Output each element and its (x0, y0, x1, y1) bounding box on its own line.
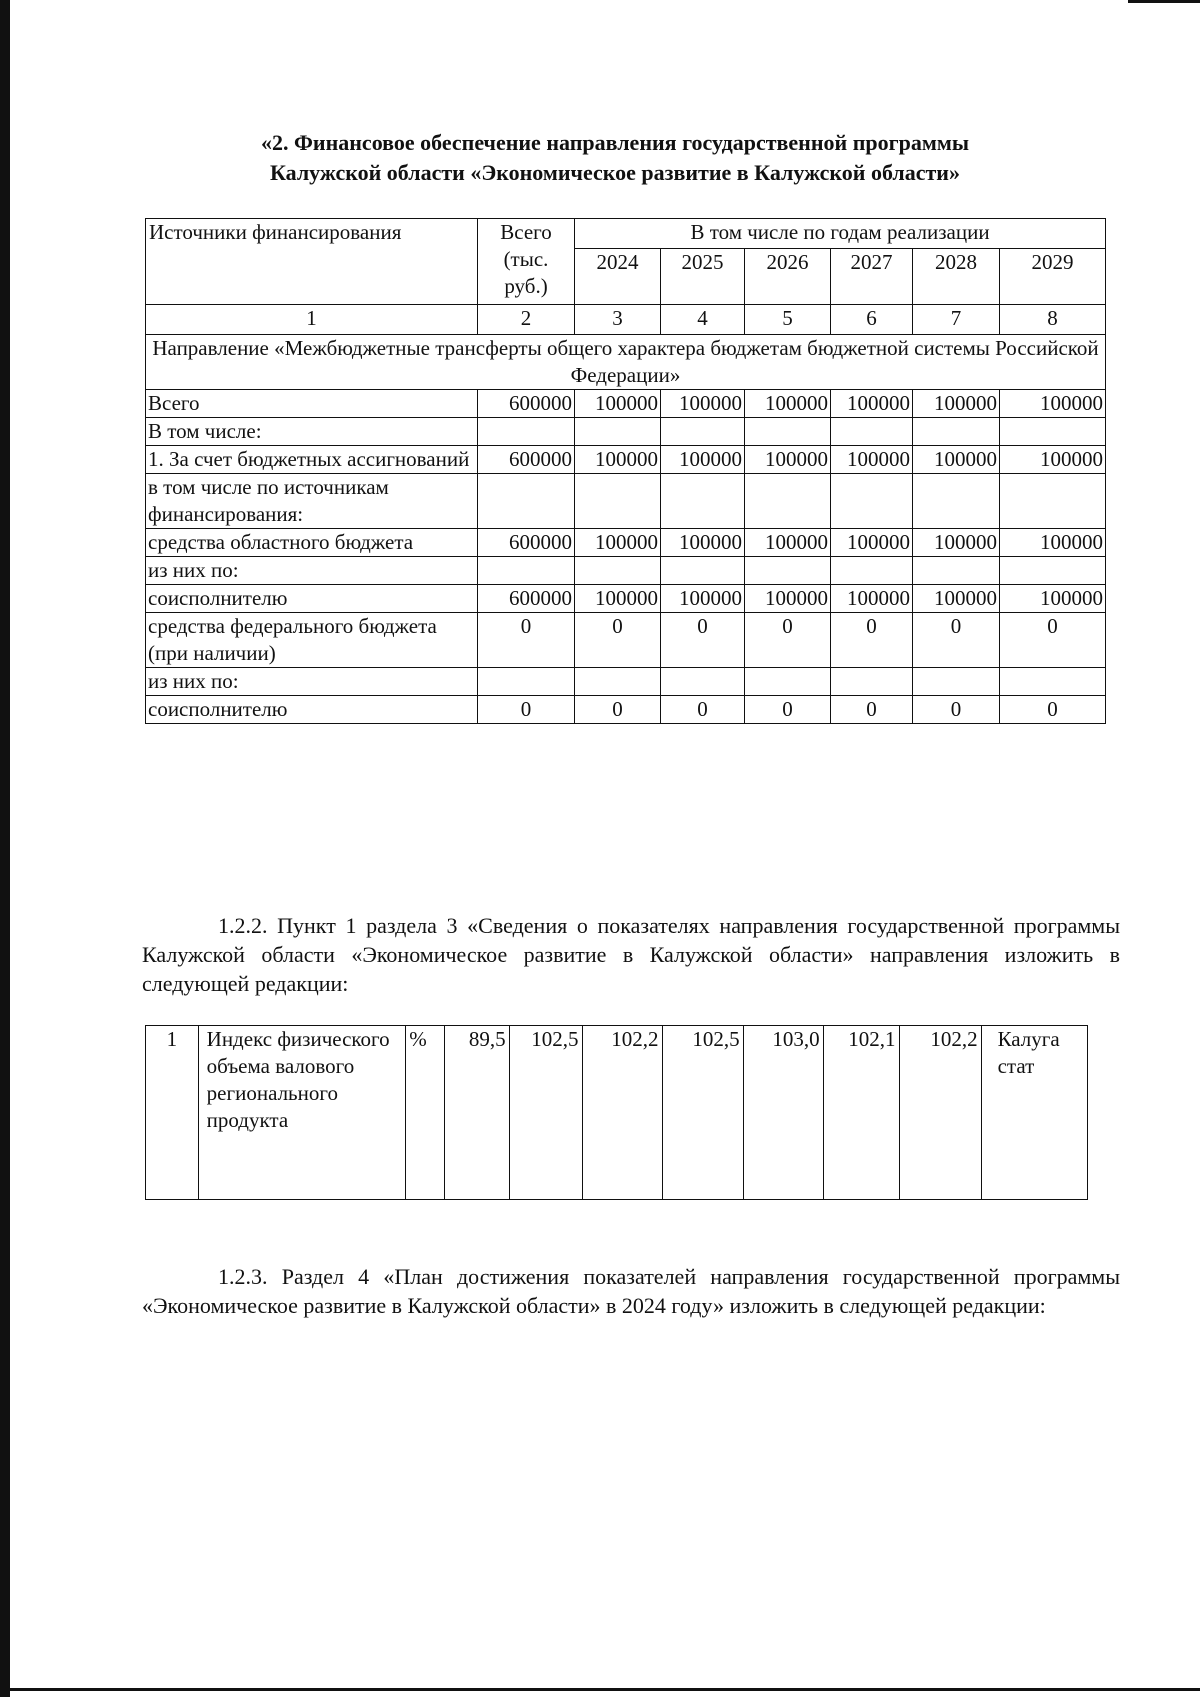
financing-row (146, 446, 1106, 474)
financing-source-label: соисполнителю (146, 696, 478, 724)
financing-value-cell: 600000 (478, 585, 575, 613)
financing-value-cell (831, 418, 913, 446)
financing-value-cell (831, 668, 913, 696)
financing-row (146, 613, 1106, 668)
financing-value-cell: 100000 (913, 390, 1000, 418)
indicator-name: Индекс физического объема валового регионального продукта (198, 1026, 406, 1200)
scan-mark-top-right (1128, 0, 1200, 3)
financing-value-cell (575, 668, 661, 696)
financing-value-cell: 0 (913, 613, 1000, 668)
financing-value-cell: 100000 (661, 446, 745, 474)
financing-value-cell: 100000 (1000, 585, 1106, 613)
indicator-value: 102,1 (823, 1026, 899, 1200)
header-year: 2029 (1000, 249, 1106, 305)
financing-source-label: из них по: (146, 557, 478, 585)
financing-value-cell (478, 418, 575, 446)
financing-value-cell (913, 474, 1000, 529)
section-title-line-2: Калужской области «Экономическое развитие в Калужской области» (269, 160, 960, 185)
financing-value-cell: 100000 (831, 446, 913, 474)
financing-value-cell (831, 474, 913, 529)
financing-value-cell (661, 474, 745, 529)
financing-value-cell (1000, 474, 1106, 529)
indicator-value: 102,2 (582, 1026, 662, 1200)
column-number: 1 (146, 305, 478, 335)
financing-value-cell: 0 (661, 696, 745, 724)
financing-value-cell: 100000 (661, 529, 745, 557)
financing-value-cell (1000, 418, 1106, 446)
financing-value-cell: 100000 (745, 446, 831, 474)
header-year: 2027 (831, 249, 913, 305)
indicator-source: Калуга стат (981, 1026, 1087, 1200)
financing-value-cell (1000, 668, 1106, 696)
financing-value-cell: 0 (478, 696, 575, 724)
financing-value-cell: 600000 (478, 446, 575, 474)
header-year: 2024 (575, 249, 661, 305)
paragraph-1-2-2: 1.2.2. Пункт 1 раздела 3 «Сведения о показателях направления государственной программы Калужской области «Экономическое развитие в Калужской области» направления изложить в следующей редакции: (142, 913, 1120, 996)
financing-row (146, 668, 1106, 696)
indicator-number: 1 (146, 1026, 199, 1200)
financing-value-cell: 0 (575, 696, 661, 724)
column-number: 5 (745, 305, 831, 335)
financing-value-cell (478, 557, 575, 585)
header-row (146, 219, 1106, 249)
financing-row (146, 529, 1106, 557)
financing-value-cell: 0 (745, 696, 831, 724)
financing-source-label: средства областного бюджета (146, 529, 478, 557)
financing-value-cell (661, 557, 745, 585)
financing-value-cell: 0 (1000, 696, 1106, 724)
indicator-value: 102,5 (509, 1026, 582, 1200)
financing-value-cell: 100000 (745, 390, 831, 418)
column-number: 3 (575, 305, 661, 335)
financing-value-cell (478, 668, 575, 696)
paragraph-1-2-3: 1.2.3. Раздел 4 «План достижения показателей направления государственной программы «Экономическое развитие в Калужской области» в 2024 году» изложить в следующей редакции: (142, 1264, 1120, 1318)
financing-value-cell: 100000 (913, 585, 1000, 613)
financing-value-cell: 0 (831, 613, 913, 668)
financing-value-cell (745, 668, 831, 696)
column-number: 8 (1000, 305, 1106, 335)
financing-value-cell (745, 474, 831, 529)
financing-value-cell (913, 557, 1000, 585)
financing-value-cell (831, 557, 913, 585)
indicator-value: 102,5 (662, 1026, 743, 1200)
column-number: 4 (661, 305, 745, 335)
header-by-years: В том числе по годам реализации (575, 219, 1106, 249)
financing-value-cell: 100000 (831, 585, 913, 613)
header-year: 2026 (745, 249, 831, 305)
column-number: 2 (478, 305, 575, 335)
financing-source-label: соисполнителю (146, 585, 478, 613)
financing-value-cell (661, 418, 745, 446)
financing-value-cell: 100000 (575, 585, 661, 613)
financing-value-cell (913, 418, 1000, 446)
financing-value-cell (661, 668, 745, 696)
direction-row (146, 335, 1106, 390)
column-number: 6 (831, 305, 913, 335)
indicator-row (146, 1026, 1088, 1200)
financing-value-cell: 0 (745, 613, 831, 668)
financing-value-cell: 100000 (831, 390, 913, 418)
financing-value-cell (478, 474, 575, 529)
header-year: 2028 (913, 249, 1000, 305)
financing-value-cell: 600000 (478, 390, 575, 418)
financing-row (146, 585, 1106, 613)
financing-value-cell: 100000 (1000, 390, 1106, 418)
header-total: Всего (тыс. руб.) (478, 219, 575, 305)
financing-value-cell: 100000 (575, 446, 661, 474)
section-title-line-1: «2. Финансовое обеспечение направления государственной программы (261, 130, 969, 155)
financing-source-label: средства федерального бюджета (при наличии) (146, 613, 478, 668)
financing-value-cell: 0 (1000, 613, 1106, 668)
financing-value-cell (1000, 557, 1106, 585)
indicator-table (145, 1025, 1088, 1200)
indicator-value: 89,5 (444, 1026, 509, 1200)
financing-value-cell (745, 557, 831, 585)
financing-source-label: Всего (146, 390, 478, 418)
financing-value-cell (575, 418, 661, 446)
financing-value-cell: 100000 (1000, 529, 1106, 557)
financing-value-cell: 100000 (913, 446, 1000, 474)
financing-source-label: 1. За счет бюджетных ассигнований (146, 446, 478, 474)
financing-value-cell: 100000 (913, 529, 1000, 557)
financing-source-label: из них по: (146, 668, 478, 696)
financing-row (146, 390, 1106, 418)
financing-value-cell: 100000 (745, 529, 831, 557)
financing-source-label: В том числе: (146, 418, 478, 446)
financing-value-cell: 0 (575, 613, 661, 668)
indicator-value: 103,0 (743, 1026, 823, 1200)
financing-row (146, 557, 1106, 585)
financing-value-cell: 0 (831, 696, 913, 724)
indicator-value: 102,2 (899, 1026, 981, 1200)
financing-value-cell: 100000 (661, 585, 745, 613)
scan-border-left (0, 0, 10, 1697)
financing-value-cell (913, 668, 1000, 696)
column-numbers-row (146, 305, 1106, 335)
financing-value-cell (745, 418, 831, 446)
financing-table (145, 218, 1106, 724)
financing-value-cell: 100000 (575, 529, 661, 557)
section-title (150, 128, 1080, 188)
financing-value-cell: 100000 (575, 390, 661, 418)
financing-value-cell: 100000 (831, 529, 913, 557)
financing-row (146, 474, 1106, 529)
indicator-unit: % (406, 1026, 444, 1200)
financing-value-cell: 0 (478, 613, 575, 668)
financing-value-cell (575, 474, 661, 529)
financing-value-cell: 100000 (745, 585, 831, 613)
financing-value-cell: 0 (913, 696, 1000, 724)
header-year: 2025 (661, 249, 745, 305)
scan-border-bottom (0, 1688, 1200, 1691)
column-number: 7 (913, 305, 1000, 335)
financing-row (146, 418, 1106, 446)
financing-table-body (146, 390, 1106, 724)
financing-row (146, 696, 1106, 724)
financing-value-cell: 0 (661, 613, 745, 668)
financing-source-label: в том числе по источникам финансирования: (146, 474, 478, 529)
direction-title: Направление «Межбюджетные трансферты общего характера бюджетам бюджетной системы Российской Федерации» (146, 335, 1106, 390)
financing-value-cell: 100000 (1000, 446, 1106, 474)
header-sources: Источники финансирования (146, 219, 478, 305)
financing-value-cell (575, 557, 661, 585)
financing-value-cell: 100000 (661, 390, 745, 418)
financing-value-cell: 600000 (478, 529, 575, 557)
